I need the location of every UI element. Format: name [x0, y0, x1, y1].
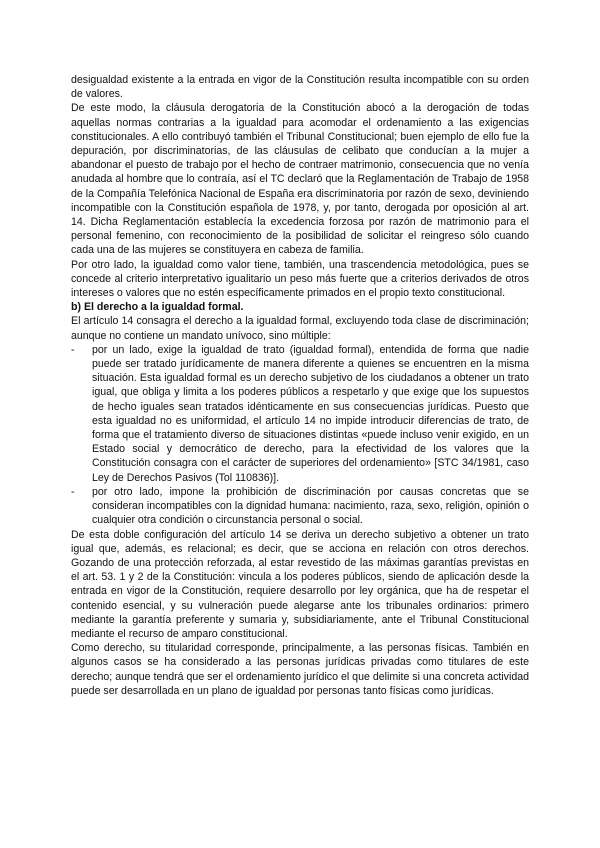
section-intro: El artículo 14 consagra el derecho a la igualdad formal, excluyendo toda clase de discriminación; aunque no contiene un mandato unívoco, sino múltiple:: [71, 315, 529, 342]
bullet-list: [71, 343, 529, 528]
list-item: [71, 485, 529, 528]
section-heading: b) El derecho a la igualdad formal.: [71, 301, 244, 314]
list-item-text: por otro lado, impone la prohibición de discriminación por causas concretas que se consideran incompatibles con la dignidad humana: nacimiento, raza, sexo, religión, opinión o cualquier otra condición o circunstancia personal o social.: [92, 485, 529, 527]
bullet-marker: -: [71, 343, 75, 356]
paragraph-end-2: Como derecho, su titularidad corresponde, principalmente, a las personas físicas. También en algunos casos se ha considerado a las personas jurídicas privadas como titulares de este derecho; aunque tendrá que ser el ordenamiento jurídico el que delimite si una concreta actividad puede ser desarrollada en un plano de igualdad por personas tanto físicas como jurídicas.: [71, 642, 529, 697]
paragraph-end-1: De esta doble configuración del artículo 14 se deriva un derecho subjetivo a obtener un trato igual que, además, es relacional; es decir, que se acciona en relación con otros derechos. Gozando de una protección reforzada, al estar revestido de las máximas garantías previstas en el art. 53. 1 y 2 de la Constitución: vincula a los poderes públicos, siendo de aplicación desde la entrada en vigor de la Constitución, requiere desarrollo por ley orgánica, que ha de respetar el contenido esencial, y su vulneración puede alegarse ante los tribunales ordinarios: primero mediante la garantía preferente y sumaria y, subsidiariamente, ante el Tribunal Constitucional mediante el recurso de amparo constitucional.: [71, 528, 529, 640]
list-item-text: por un lado, exige la igualdad de trato (igualdad formal), entendida de forma que nadie puede ser tratado jurídicamente de manera diferente a quienes se encuentren en la misma situación. Esta igualdad formal es un derecho subjetivo de los ciudadanos a obtener un trato igual, que obliga y limita a los poderes públicos a respetarlo y que exige que los supuestos de hecho iguales sean tratados idénticamente en sus consecuencias jurídicas. Puesto que esta igualdad no es uniformidad, el artículo 14 no impide introducir diferencias de trato, de forma que el tratamiento diverso de situaciones distintas «puede incluso venir exigido, en un Estado social y democrático de derecho, para la efectividad de los valores que la Constitución consagra con el carácter de superiores del ordenamiento» [STC 34/1981, caso Ley de Derechos Pasivos (Tol 110836)].: [92, 343, 529, 484]
paragraph-intro-1: desigualdad existente a la entrada en vigor de la Constitución resulta incompatible con su orden de valores.: [71, 74, 529, 101]
paragraph-intro-2: De este modo, la cláusula derogatoria de la Constitución abocó a la derogación de todas aquellas normas contrarias a la igualdad para acomodar el ordenamiento a las exigencias constitucionales. A ello contribuyó también el Tribunal Constitucional; buen ejemplo de ello fue la depuración, por discriminatorias, de las cláusulas de celibato que conducían a la mujer a abandonar el puesto de trabajo por el hecho de contraer matrimonio, consecuencia que no venía anudada al hombre que lo contraía, así el TC declaró que la Reglamentación de Trabajo de 1958 de la Compañía Telefónica Nacional de España era discriminatoria por razón de sexo, deviniendo incompatible con la Constitución española de 1978, y, por tanto, derogada por oposición al art. 14. Dicha Reglamentación establecía la excedencia forzosa por razón de matrimonio para el personal femenino, con reconocimiento de la posibilidad de solicitar el reingreso sólo cuando cada una de las mujeres se constituyera en cabeza de familia.: [71, 102, 529, 257]
list-item: [71, 343, 529, 485]
bullet-marker: -: [71, 485, 75, 498]
paragraph-intro-3: Por otro lado, la igualdad como valor tiene, también, una trascendencia metodológica, pues se concede al criterio interpretativo igualitario un peso más fuerte que a criterios derivados de otros intereses o valores que no estén específicamente primados en el propio texto constitucional.: [71, 258, 529, 300]
